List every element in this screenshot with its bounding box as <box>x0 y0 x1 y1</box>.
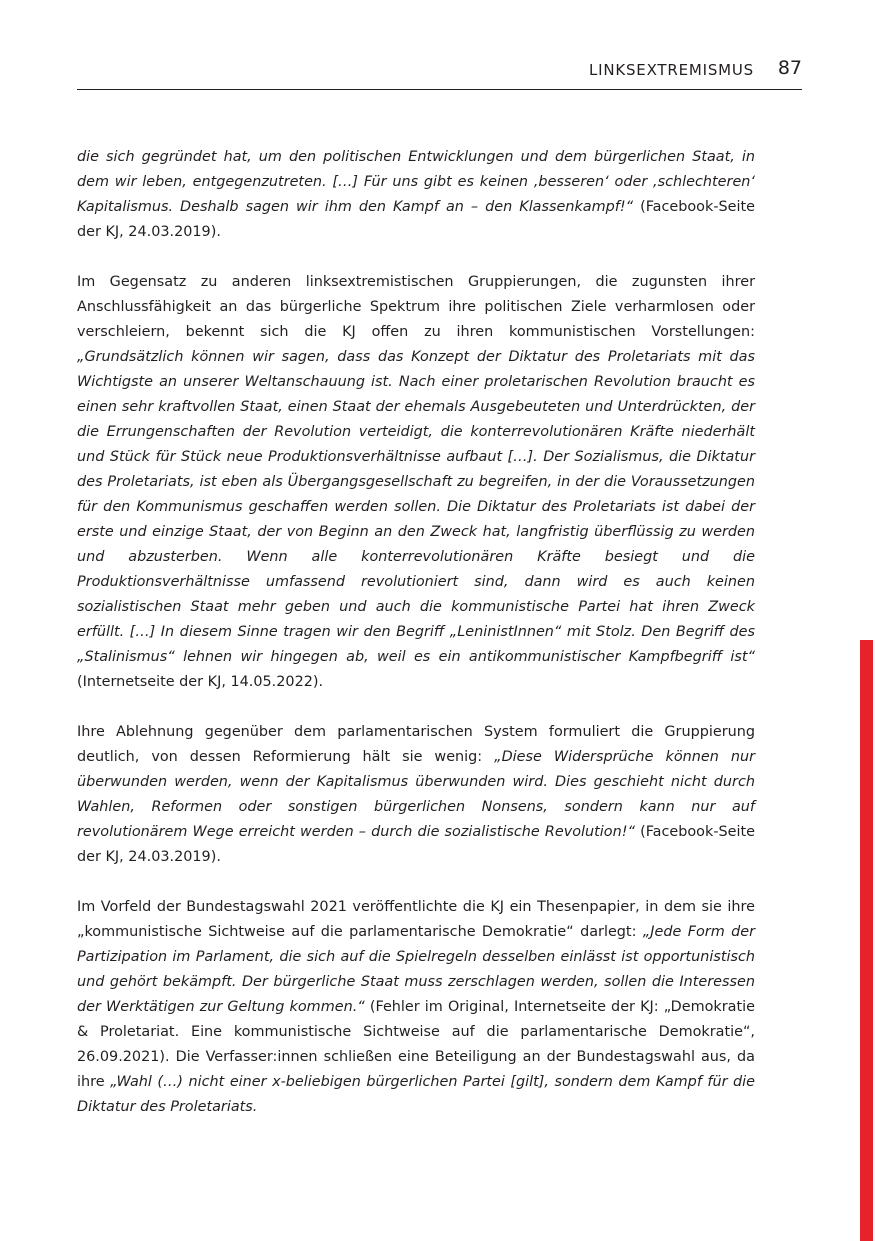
text-run: Im Gegensatz zu anderen linksextremistischen Gruppierungen, die zugunsten ihrer Anschlussfähigkeit an das bürgerliche Spektrum ihre politischen Ziele verharmlosen oder verschleiern, bekennt sich die KJ offen zu ihren kommunistischen Vorstellungen: <box>77 274 755 340</box>
paragraph-2 <box>77 270 755 695</box>
citation: (Internetseite der KJ, 14.05.2022). <box>77 674 324 690</box>
text-run: Ihre Ablehnung gegenüber dem parlamentarischen System formuliert die Gruppierung deutlich, von dessen Reformierung hält sie wenig: <box>77 724 755 765</box>
running-head: LINKSEXTREMISMUS <box>588 61 754 79</box>
quote: „Wahl (…) nicht einer x-beliebigen bürgerlichen Partei [gilt], sondern dem Kampf für die Diktatur des Proletariats. <box>77 1074 755 1115</box>
paragraph-3 <box>77 720 755 870</box>
citation: (Facebook-Seite der KJ, 24.03.2019). <box>77 824 755 865</box>
chapter-edge-marker <box>860 640 873 1241</box>
quote: „Diese Widersprüche können nur überwunden werden, wenn der Kapitalismus überwunden wird. Dies geschieht nicht durch Wahlen, Reformen oder sonstigen bürgerlichen Nonsens, sondern kann nur auf revolutionärem Wege erreicht werden – durch die sozialistische Revolution!“ <box>77 749 755 840</box>
citation: (Fehler im Original, Internetseite der KJ: „Demokratie & Proletariat. Eine kommunistische Sichtweise auf die parlamentarische Demokratie“, 26.09.2021). Die Verfasser:innen schließen eine Beteiligung an der Bundestagswahl aus, da ihre <box>77 999 755 1090</box>
body-text <box>77 145 755 1120</box>
page-header <box>77 57 802 90</box>
quote: „Grundsätzlich können wir sagen, dass das Konzept der Diktatur des Proletariats mit das Wichtigste an unserer Weltanschauung ist. Nach einer proletarischen Revolution braucht es einen sehr kraftvollen Staat, einen Staat der ehemals Ausgebeuteten und Unterdrückten, der die Errungenschaften der Revolution verteidigt, die konterrevolutionären Kräfte niederhält und Stück für Stück neue Produktionsverhältnisse aufbaut […]. Der Sozialismus, die Diktatur des Proletariats, ist eben als Übergangsgesellschaft zu begreifen, in der die Voraussetzungen für den Kommunismus geschaffen werden sollen. Die Diktatur des Proletariats ist dabei der erste und einzige Staat, der von Beginn an den Zweck hat, langfristig überflüssig zu werden und abzusterben. Wenn alle konterrevolutionären Kräfte besiegt und die Produktionsverhältnisse umfassend revolutioniert sind, dann wird es auch keinen sozialistischen Staat mehr geben und auch die kommunistische Partei hat ihren Zweck erfüllt. […] In diesem Sinne tragen wir den Begriff „LeninistInnen“ mit Stolz. Den Begriff des „Stalinismus“ lehnen wir hingegen ab, weil es ein antikommunistischer Kampfbegriff ist“ <box>77 349 755 665</box>
paragraph-4 <box>77 895 755 1120</box>
quote: „Jede Form der Partizipation im Parlament, die sich auf die Spielregeln desselben einlässt ist opportunistisch und gehört bekämpft. Der bürgerliche Staat muss zerschlagen werden, sollen die Interessen der Werktätigen zur Geltung kommen.“ <box>77 924 755 1015</box>
page-number: 87 <box>777 57 802 79</box>
citation: (Facebook-Seite der KJ, 24.03.2019). <box>77 199 755 240</box>
text-run: Im Vorfeld der Bundestagswahl 2021 veröffentlichte die KJ ein Thesenpapier, in dem sie ihre „kommunistische Sichtweise auf die parlamentarische Demokratie“ darlegt: <box>77 899 755 940</box>
paragraph-1 <box>77 145 755 245</box>
quote: die sich gegründet hat, um den politischen Entwicklungen und dem bürgerlichen Staat, in dem wir leben, entgegenzutreten. […] Für uns gibt es keinen ‚besseren‘ oder ‚schlechteren‘ Kapitalismus. Deshalb sagen wir ihm den Kampf an – den Klassenkampf!“ <box>77 149 755 215</box>
